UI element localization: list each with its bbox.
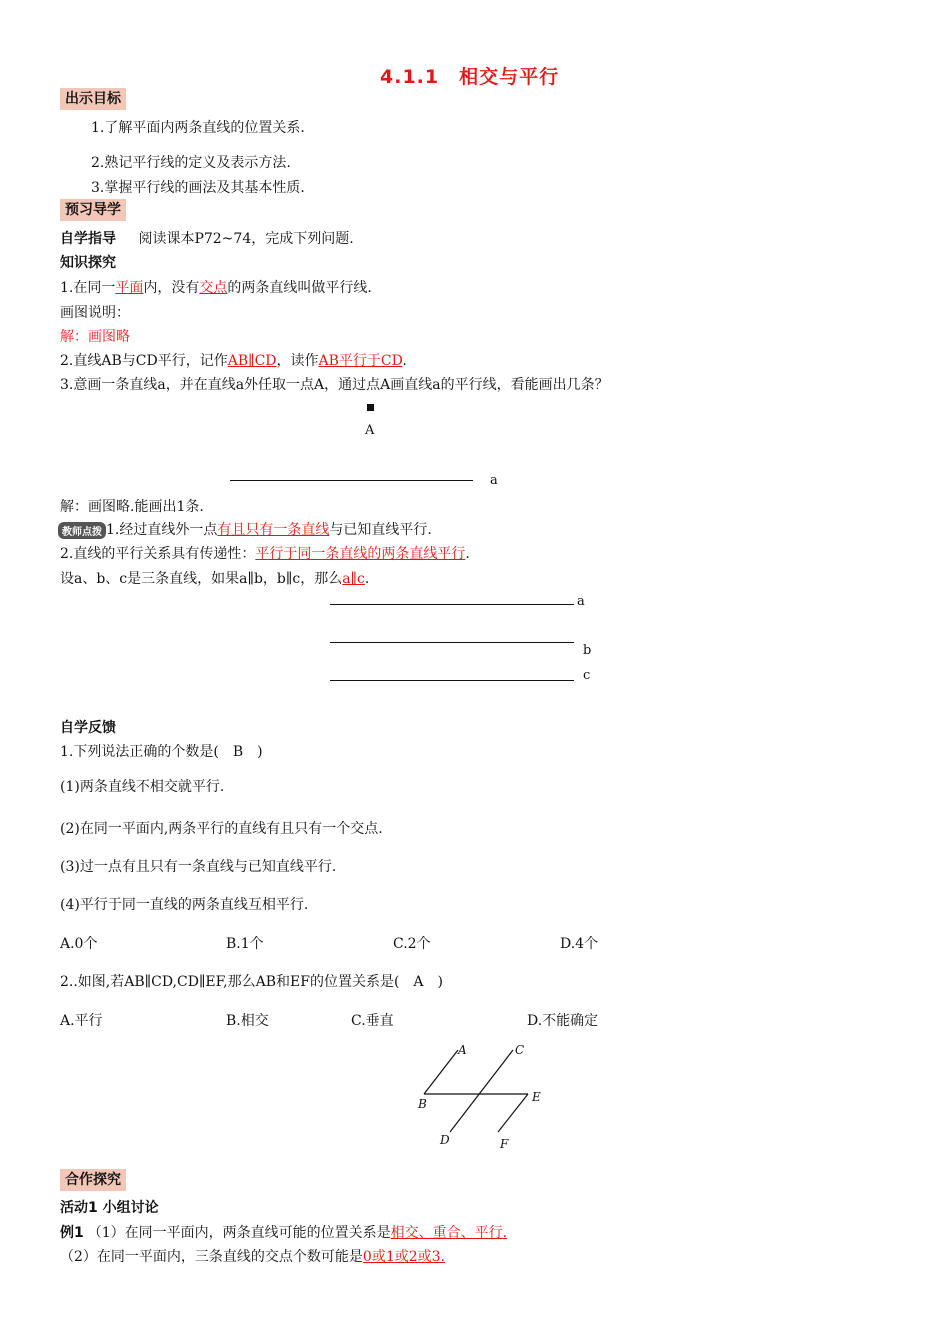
feedback-item-3: (3)过一点有且只有一条直线与已知直线平行. [60, 859, 337, 875]
fig-label-d: D [440, 1133, 450, 1147]
answer: 平行于同一条直线的两条直线平行 [255, 546, 466, 562]
line-a-label: a [490, 473, 498, 488]
teacher-tip-2 [60, 543, 470, 563]
answer: AB∥CD [227, 353, 277, 369]
point-a-marker [367, 404, 374, 411]
fig-label-a: A [458, 1043, 467, 1057]
segment-cd [450, 1050, 513, 1132]
self-guide [60, 228, 354, 248]
line-a2 [330, 604, 574, 605]
self-guide-text: 阅读课本P72~74，完成下列问题. [138, 231, 354, 247]
feedback-item-4: (4)平行于同一直线的两条直线互相平行. [60, 897, 309, 913]
segment-ef [498, 1094, 528, 1132]
draw-note: 画图说明： [60, 305, 130, 321]
q2-option-b: B.相交 [226, 1013, 269, 1029]
answer: a∥c [342, 571, 365, 587]
segment-ab [424, 1050, 458, 1094]
fig-label-b: B [418, 1097, 427, 1111]
text: 2.直线的平行关系具有传递性： [60, 546, 256, 562]
feedback-item-2: (2)在同一平面内,两条平行的直线有且只有一个交点. [60, 821, 383, 837]
line-c-label: c [583, 668, 591, 683]
q2-option-d: D.不能确定 [527, 1013, 599, 1029]
q1-option-a: A.0个 [60, 936, 98, 952]
explore-q3: 3.意画一条直线a，并在直线a外任取一点A，通过点A画直线a的平行线，看能画出几条？ [60, 377, 609, 393]
answer-1: 解：画图略 [60, 329, 130, 345]
text: . [364, 571, 370, 587]
answer: 0或1或2或3. [362, 1249, 445, 1265]
q2-option-c: C.垂直 [351, 1013, 394, 1029]
text: （2）在同一平面内，三条直线的交点个数可能是 [60, 1249, 363, 1265]
teacher-tip-3 [60, 568, 369, 588]
explore-q2 [60, 350, 407, 370]
feedback-item-1: (1)两条直线不相交就平行. [60, 779, 225, 795]
text: . [402, 353, 407, 369]
text: 设a、b、c是三条直线，如果a∥b，b∥c，那么 [60, 571, 343, 587]
parallel-lines-figure [410, 1040, 550, 1155]
point-a-label: A [365, 423, 375, 438]
section-tag-preview: 预习导学 [60, 199, 126, 221]
page-title: 4.1.1 相交与平行 [380, 66, 560, 88]
q1-option-d: D.4个 [560, 936, 599, 952]
self-guide-label: 自学指导 [60, 231, 116, 247]
text: . [465, 546, 470, 562]
q1-option-c: C.2个 [393, 936, 431, 952]
text: 1.经过直线外一点 [106, 522, 218, 538]
line-a [230, 480, 473, 481]
explore-label: 知识探究 [60, 255, 116, 271]
answer: 交点 [199, 280, 228, 296]
text: ，读作 [276, 353, 319, 369]
text: 2.直线AB与CD平行，记作 [60, 353, 228, 369]
text: 1.在同一 [60, 280, 116, 296]
section-tag-goals: 出示目标 [60, 88, 126, 110]
fig-label-f: F [500, 1137, 509, 1151]
goal-2: 2.熟记平行线的定义及表示方法. [91, 155, 291, 171]
q1-option-b: B.1个 [226, 936, 264, 952]
answer-3: 解：画图略.能画出1条. [60, 499, 204, 515]
answer: 有且只有一条直线 [217, 522, 330, 538]
answer: 平面 [115, 280, 144, 296]
feedback-q1: 1.下列说法正确的个数是( B ) [60, 744, 263, 760]
line-c [330, 680, 574, 681]
fig-label-c: C [515, 1043, 525, 1057]
answer: 相交、重合、平行. [390, 1225, 508, 1241]
text: 的两条直线叫做平行线. [227, 280, 372, 296]
text: 与已知直线平行. [329, 522, 432, 538]
example-label: 例1 [60, 1225, 84, 1241]
text: （1）在同一平面内，两条直线可能的位置关系是 [87, 1225, 391, 1241]
activity-label: 活动1 小组讨论 [60, 1200, 159, 1216]
fig-label-e: E [532, 1090, 541, 1104]
goal-3: 3.掌握平行线的画法及其基本性质. [91, 180, 305, 196]
feedback-q2: 2..如图,若AB∥CD,CD∥EF,那么AB和EF的位置关系是( A ) [60, 974, 443, 990]
q2-option-a: A.平行 [60, 1013, 103, 1029]
goal-1: 1.了解平面内两条直线的位置关系. [91, 120, 305, 136]
answer: AB平行于CD [318, 353, 403, 369]
explore-q1 [60, 277, 372, 297]
line-a2-label: a [577, 594, 585, 609]
teacher-tip-1 [58, 519, 432, 539]
section-tag-coop: 合作探究 [60, 1169, 126, 1191]
text: 内，没有 [143, 280, 200, 296]
teacher-tip-badge: 教师点拨 [58, 522, 106, 539]
line-b-label: b [583, 643, 592, 658]
example-1-part-1 [60, 1222, 507, 1242]
feedback-label: 自学反馈 [60, 720, 116, 736]
example-1-part-2 [60, 1246, 445, 1266]
line-b [330, 642, 574, 643]
